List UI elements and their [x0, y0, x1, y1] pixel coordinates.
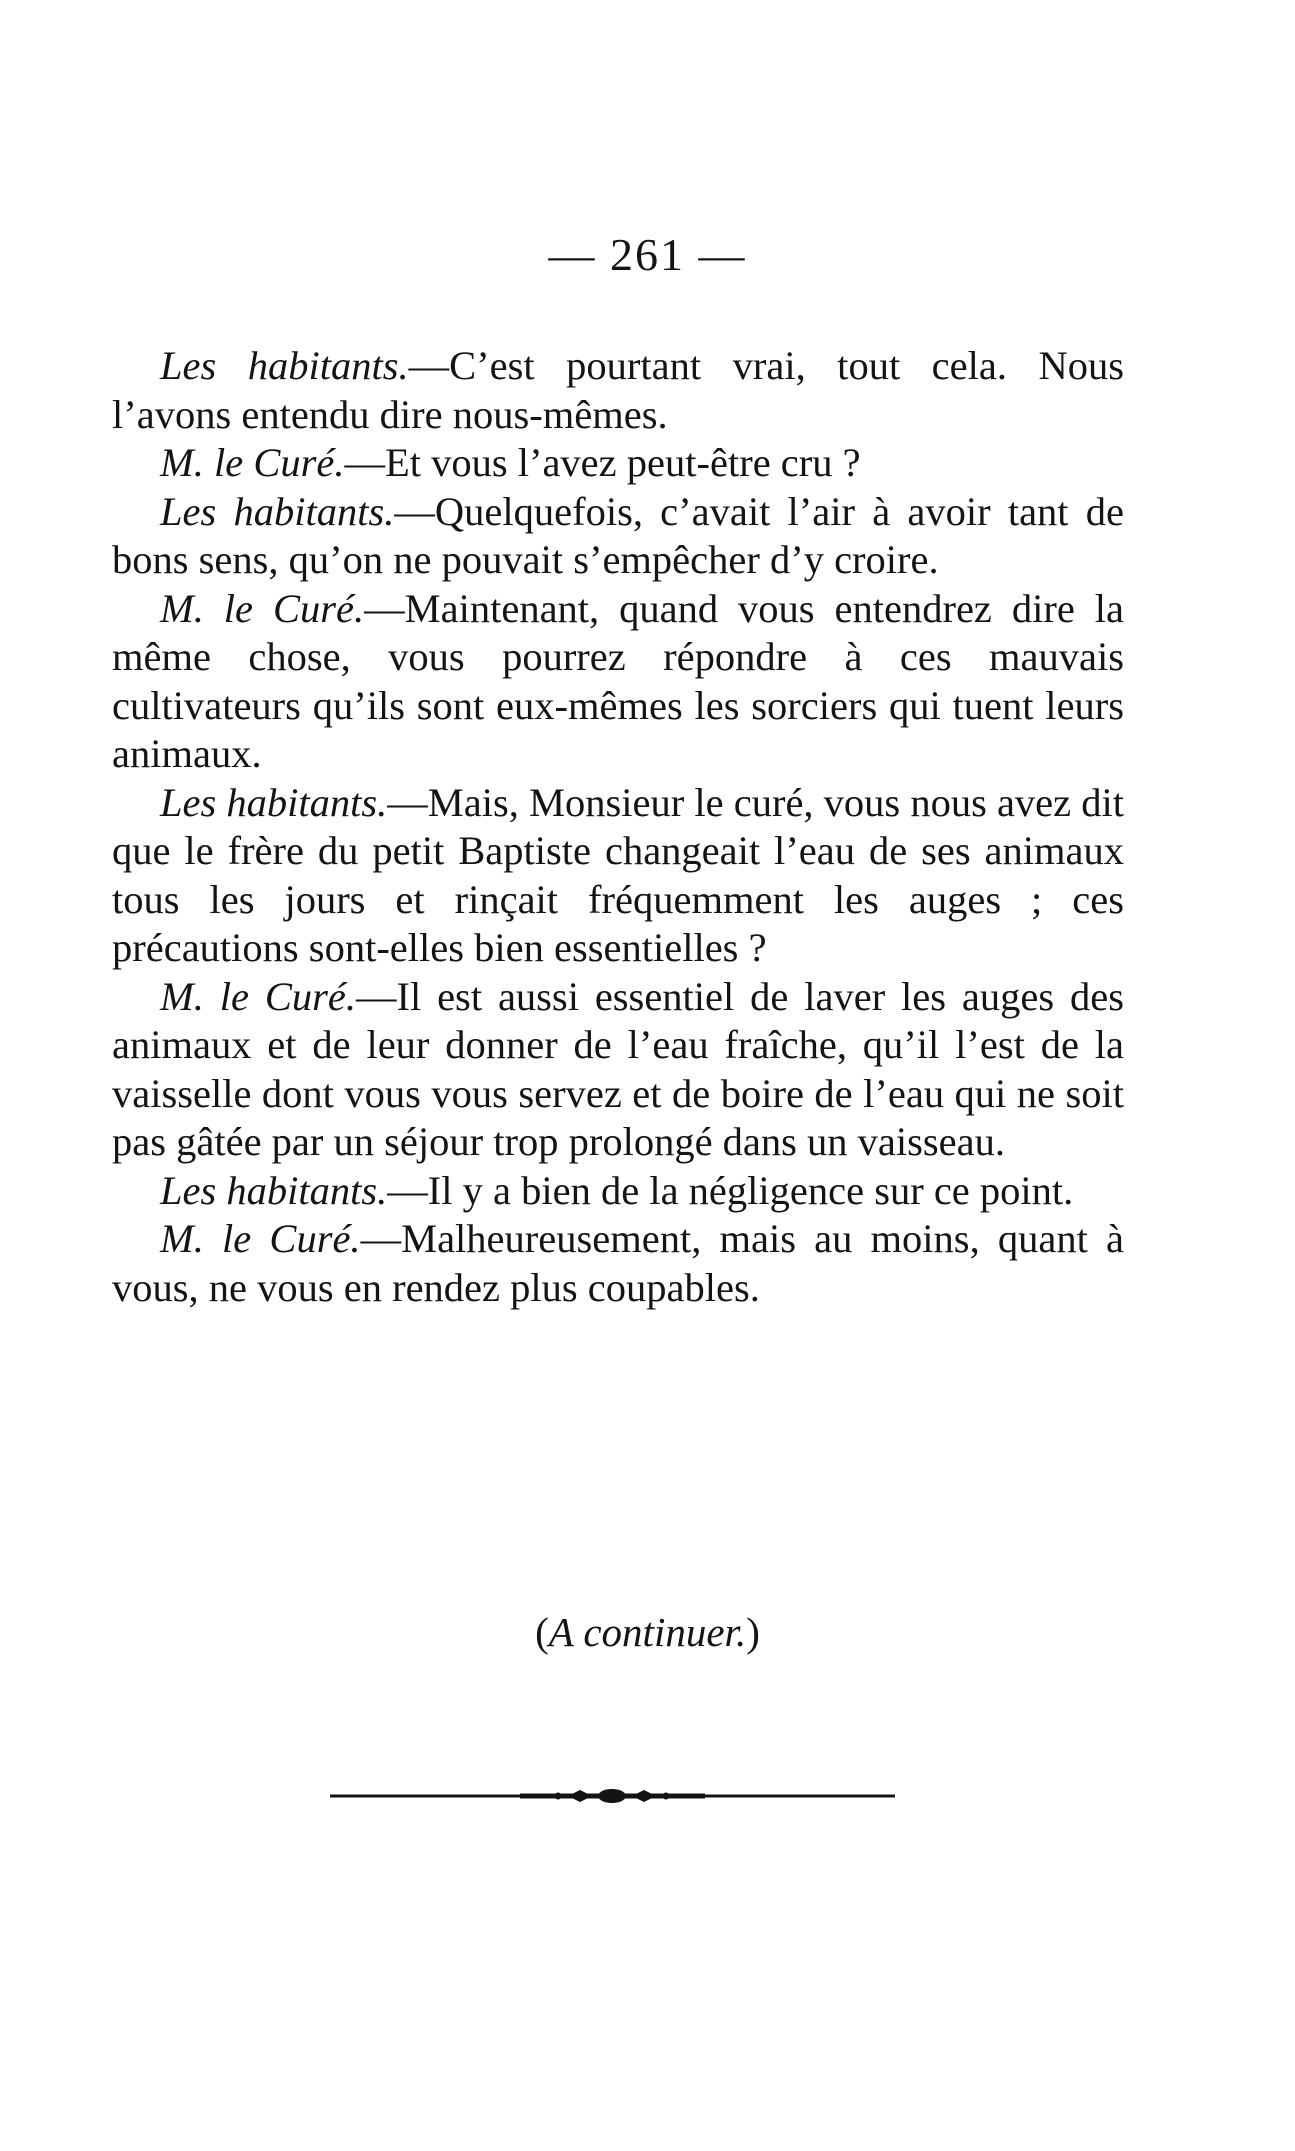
continuation-text: A continuer. [548, 1609, 747, 1655]
dialogue-paragraph [112, 1215, 1124, 1312]
speech-text: —Quelquefois, c’avait l’air à avoir tant de bons sens, qu’on ne pouvait s’empêcher d’y croire. [112, 488, 1124, 582]
dialogue-paragraph [112, 488, 1124, 585]
speech-text: —Malheureusement, mais au moins, quant à vous, ne vous en rendez plus coupables. [112, 1216, 1124, 1310]
speaker-name: Les habitants. [160, 488, 395, 534]
speaker-name: Les habitants. [160, 779, 388, 825]
speaker-name: M. le Curé. [160, 973, 356, 1019]
dialogue-paragraph [112, 342, 1124, 439]
speaker-name: M. le Curé. [160, 1216, 361, 1261]
ornament-divider [330, 1786, 895, 1806]
dialogue-paragraph [112, 585, 1124, 779]
speaker-name: Les habitants. [160, 343, 409, 388]
page-number: — 261 — [548, 229, 747, 280]
dialogue-text [112, 342, 1124, 1312]
speaker-name: M. le Curé. [160, 585, 365, 631]
speech-text: —Et vous l’avez peut-être cru ? [344, 440, 861, 485]
speech-text: —Maintenant, quand vous entendrez dire la même chose, vous pourrez répondre à ces mauvais cultivateurs qu’ils sont eux-mêmes les sorciers qui tuent leurs animaux. [112, 585, 1124, 776]
dialogue-paragraph [112, 1167, 1124, 1216]
continuation-note [0, 1608, 1295, 1656]
speaker-name: Les habitants. [160, 1167, 388, 1213]
dialogue-paragraph [112, 779, 1124, 973]
speech-text: —Mais, Monsieur le curé, vous nous avez dit que le frère du petit Baptiste changeait l’eau de ses animaux tous les jours et rinçait fréquemment les auges ; ces précautions sont-elles bien essentielles ? [112, 779, 1125, 970]
speaker-name: M. le Curé. [160, 440, 345, 485]
speech-text: —Il est aussi essentiel de laver les auges des animaux et de leur donner de l’eau fraîche, qu’il l’est de la vaisselle dont vous vous servez et de boire de l’eau qui ne soit pas gâtée par un séjour trop prolongé dans un vaisseau. [112, 973, 1124, 1164]
speech-text: —Il y a bien de la négligence sur ce point. [387, 1167, 1074, 1213]
speech-text: —C’est pourtant vrai, tout cela. Nous l’avons entendu dire nous-mêmes. [112, 343, 1124, 437]
open-paren: ( [535, 1609, 549, 1655]
close-paren: ) [746, 1609, 760, 1655]
dialogue-paragraph [112, 973, 1124, 1167]
dialogue-paragraph [112, 439, 1124, 488]
